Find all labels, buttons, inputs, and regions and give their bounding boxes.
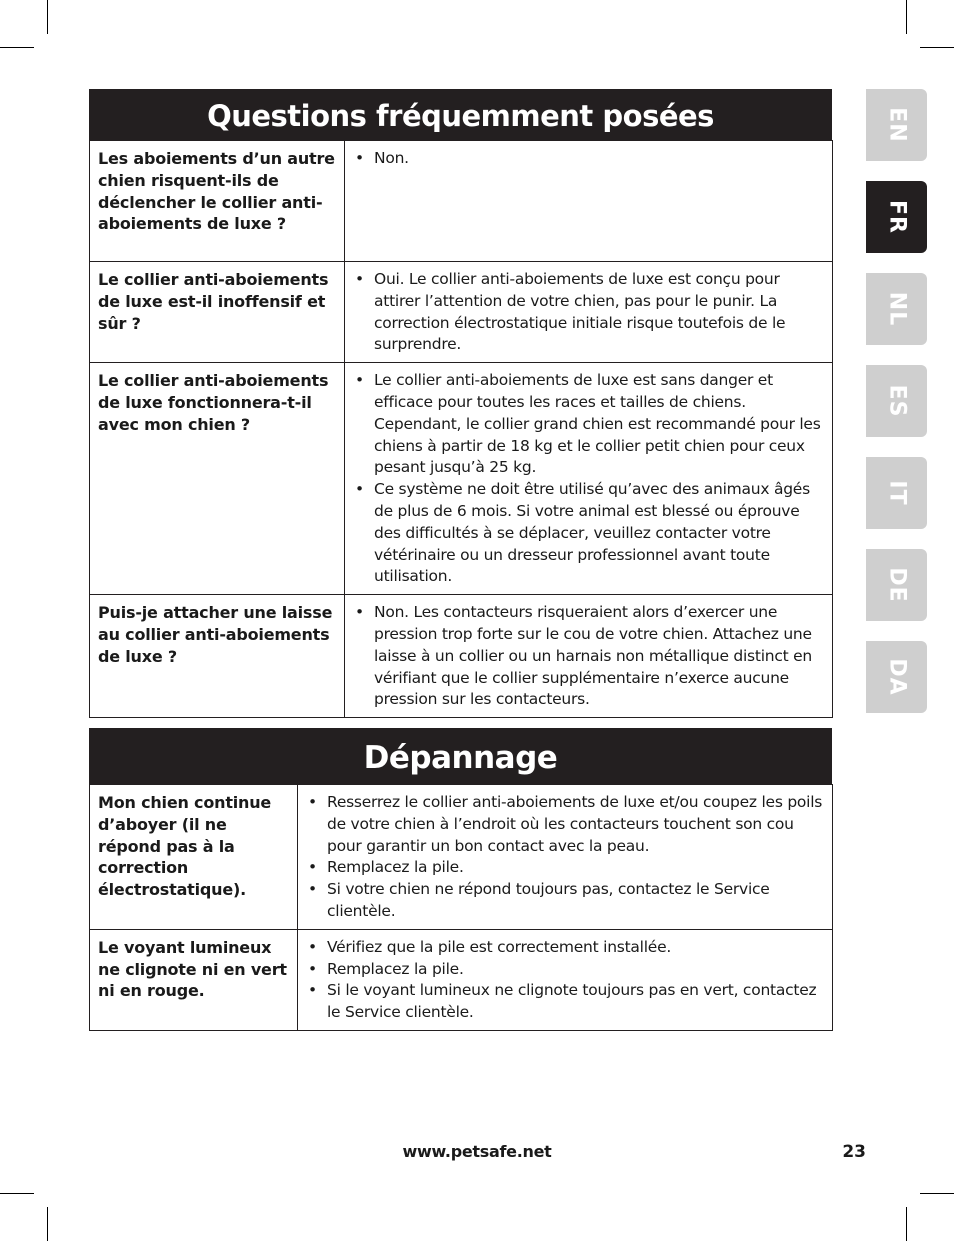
- answer-item: • Remplacez la pile.: [308, 959, 824, 981]
- answer-item: • Ce système ne doit être utilisé qu’avec des animaux âgés de plus de 6 mois. Si votre animal est blessé ou éprouve des difficultés à se déplacer, veuillez contacter votre vétérinaire ou un dresseur professionnel avant toute utilisation.: [355, 479, 824, 588]
- table-row: [90, 785, 833, 930]
- tab-fr[interactable]: [866, 181, 927, 253]
- answer-cell: [298, 785, 833, 930]
- crop-mark: [920, 47, 954, 48]
- answer-list: [308, 792, 824, 923]
- question-cell: Le collier anti-aboiements de luxe fonctionnera-t-il avec mon chien ?: [90, 363, 345, 595]
- answer-item: • Si le voyant lumineux ne clignote toujours pas en vert, contactez le Service clientèle.: [308, 980, 824, 1024]
- crop-mark: [0, 47, 34, 48]
- question-cell: Les aboiements d’un autre chien risquent-ils de déclencher le collier anti-aboiements de luxe ?: [90, 141, 345, 262]
- answer-item: • Non.: [355, 148, 824, 170]
- answer-item: • Oui. Le collier anti-aboiements de luxe est conçu pour attirer l’attention de votre chien, pas pour le punir. La correction électrostatique initiale risque toutefois de le surprendre.: [355, 269, 824, 356]
- answer-item: • Vérifiez que la pile est correctement installée.: [308, 937, 824, 959]
- table-row: [90, 929, 833, 1030]
- answer-cell: [298, 929, 833, 1030]
- troubleshooting-title: Dépannage: [89, 728, 832, 784]
- faq-title: Questions fréquemment posées: [89, 89, 832, 140]
- tab-da[interactable]: [866, 641, 927, 713]
- answer-item: • Resserrez le collier anti-aboiements de luxe et/ou coupez les poils de votre chien à l’endroit où les contacteurs touchent son cou pour garantir un bon contact avec la peau.: [308, 792, 824, 857]
- crop-mark: [906, 0, 907, 34]
- tab-label: ES: [884, 384, 909, 418]
- crop-mark: [47, 0, 48, 34]
- answer-item: • Le collier anti-aboiements de luxe est sans danger et efficace pour toutes les races et tailles de chiens. Cependant, le collier grand chien est recommandé pour les chiens à partir de 18 kg et le collier petit chien pour ceux pesant jusqu’à 25 kg.: [355, 370, 824, 479]
- question-cell: Puis-je attacher une laisse au collier anti-aboiements de luxe ?: [90, 595, 345, 718]
- answer-cell: [345, 141, 833, 262]
- page-number: 23: [842, 1142, 866, 1162]
- faq-section: [89, 89, 832, 718]
- answer-cell: [345, 595, 833, 718]
- tab-de[interactable]: [866, 549, 927, 621]
- faq-table: [89, 140, 833, 718]
- question-cell: Le voyant lumineux ne clignote ni en vert ni en rouge.: [90, 929, 298, 1030]
- table-row: [90, 262, 833, 363]
- answer-item: • Non. Les contacteurs risqueraient alors d’exercer une pression trop forte sur le cou de votre chien. Attachez une laisse à un collier ou un harnais non métallique distinct en vérifiant que le collier supplémentaire n’exerce aucune pression sur les contacteurs.: [355, 602, 824, 711]
- answer-list: [355, 148, 824, 170]
- answer-cell: [345, 363, 833, 595]
- answer-list: [355, 269, 824, 356]
- tab-label: DE: [884, 567, 909, 603]
- tab-en[interactable]: [866, 89, 927, 161]
- tab-label: EN: [884, 107, 909, 143]
- tab-label: DA: [884, 658, 909, 696]
- crop-mark: [0, 1193, 34, 1194]
- footer-url[interactable]: www.petsafe.net: [402, 1142, 552, 1161]
- tab-label: NL: [884, 291, 909, 327]
- table-row: [90, 595, 833, 718]
- crop-mark: [47, 1207, 48, 1241]
- tab-es[interactable]: [866, 365, 927, 437]
- answer-cell: [345, 262, 833, 363]
- tab-it[interactable]: [866, 457, 927, 529]
- question-cell: Mon chien continue d’aboyer (il ne répond pas à la correction électrostatique).: [90, 785, 298, 930]
- crop-mark: [920, 1193, 954, 1194]
- answer-item: • Remplacez la pile.: [308, 857, 824, 879]
- answer-list: [355, 602, 824, 711]
- troubleshooting-table: [89, 784, 833, 1031]
- troubleshooting-section: [89, 728, 832, 1031]
- crop-mark: [906, 1207, 907, 1241]
- question-cell: Le collier anti-aboiements de luxe est-il inoffensif et sûr ?: [90, 262, 345, 363]
- table-row: [90, 363, 833, 595]
- tab-nl[interactable]: [866, 273, 927, 345]
- answer-item: • Si votre chien ne répond toujours pas, contactez le Service clientèle.: [308, 879, 824, 923]
- answer-list: [355, 370, 824, 588]
- tab-label: IT: [884, 480, 909, 506]
- tab-label: FR: [884, 200, 909, 234]
- answer-list: [308, 937, 824, 1024]
- table-row: [90, 141, 833, 262]
